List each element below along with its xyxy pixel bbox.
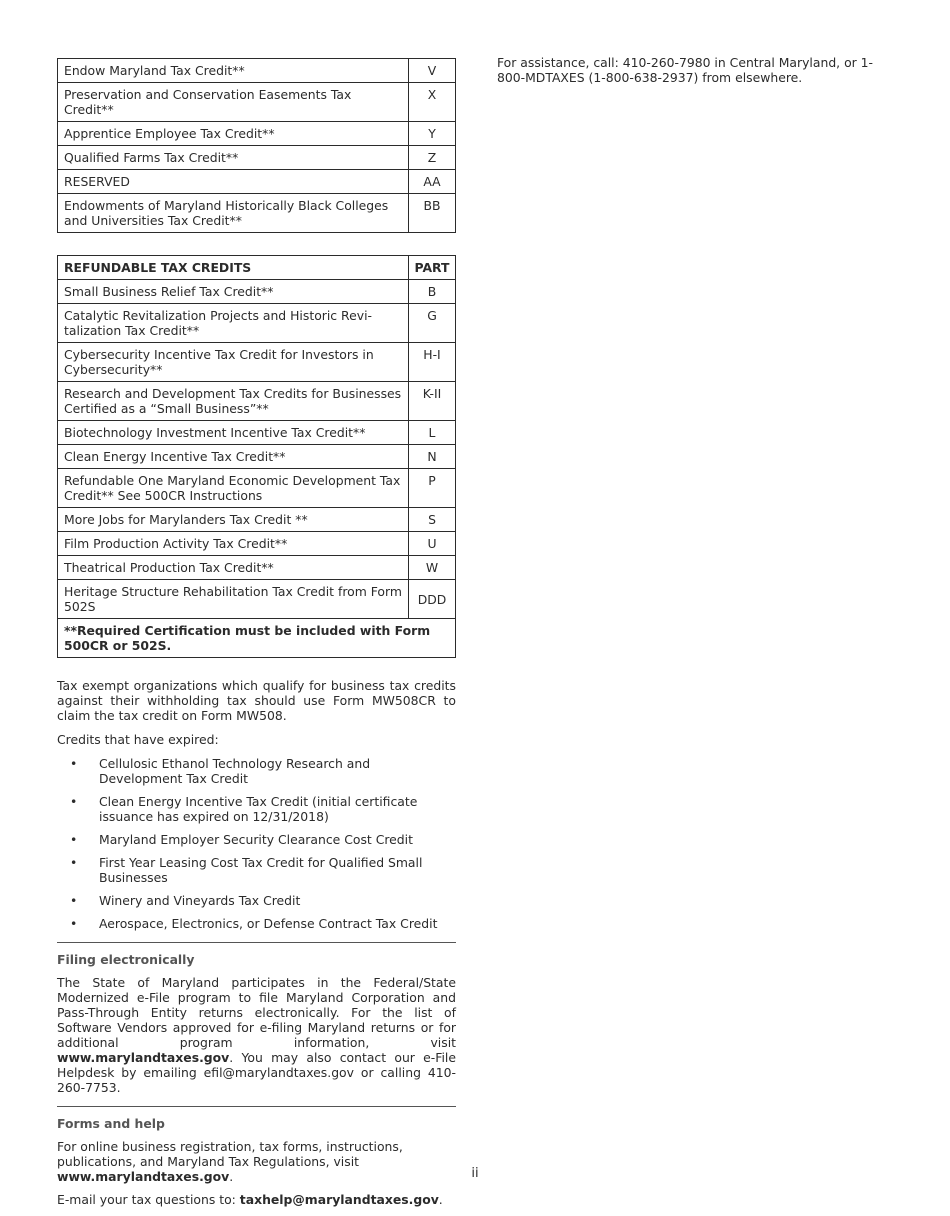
table-row	[58, 469, 456, 508]
forms-help-text-1: For online business registration, tax forms, instructions, publications, and Maryland Tax Regulations, visit	[57, 1139, 403, 1169]
list-item-text: First Year Leasing Cost Tax Credit for Qualified Small Businesses	[99, 855, 423, 885]
credits-table-continued	[57, 58, 456, 233]
forms-help-heading: Forms and help	[57, 1116, 165, 1131]
list-item-text: Aerospace, Electronics, or Defense Contract Tax Credit	[99, 916, 438, 931]
table-header-row	[58, 256, 456, 280]
credit-part: V	[409, 59, 456, 83]
list-item-text: Cellulosic Ethanol Technology Research and Development Tax Credit	[99, 756, 371, 786]
list-item	[57, 832, 456, 847]
table-row	[58, 508, 456, 532]
list-item-text: Maryland Employer Security Clearance Cost Credit	[99, 832, 413, 847]
table-row	[58, 146, 456, 170]
filing-text-1: The State of Maryland participates in the Federal/State Modernized e-File program to file Maryland Corporation and Pass-Through Entity returns electronically. For the list of Software Vendors approved for e-filing Maryland returns or for additional program information, visit	[57, 975, 456, 1050]
credit-part: P	[409, 469, 456, 508]
bullet-icon: •	[70, 855, 78, 870]
list-item-text: Winery and Vineyards Tax Credit	[99, 893, 301, 908]
email-paragraph	[57, 1192, 456, 1207]
credit-name: More Jobs for Marylanders Tax Credit **	[58, 508, 409, 532]
table-row	[58, 59, 456, 83]
list-item	[57, 794, 456, 824]
bullet-icon: •	[70, 893, 78, 908]
credit-part: AA	[409, 170, 456, 194]
refundable-header: REFUNDABLE TAX CREDITS	[58, 256, 409, 280]
email-link[interactable]: taxhelp@marylandtaxes.gov	[239, 1192, 439, 1207]
filing-link[interactable]: www.marylandtaxes.gov	[57, 1050, 230, 1065]
credit-name: Small Business Relief Tax Credit**	[58, 280, 409, 304]
table-row	[58, 382, 456, 421]
credit-name: Refundable One Maryland Economic Development Tax Credit** See 500CR Instructions	[58, 469, 409, 508]
table-row	[58, 421, 456, 445]
bullet-icon: •	[70, 916, 78, 931]
table-row	[58, 556, 456, 580]
expired-credits-list	[57, 756, 456, 931]
credit-name: Film Production Activity Tax Credit**	[58, 532, 409, 556]
table-row	[58, 304, 456, 343]
table-row	[58, 280, 456, 304]
table-row	[58, 122, 456, 146]
list-item	[57, 756, 456, 786]
credit-name: Preservation and Conservation Easements Tax Credit**	[58, 83, 409, 122]
expired-intro: Credits that have expired:	[57, 732, 219, 747]
certification-note: **Required Certification must be included with Form 500CR or 502S.	[58, 619, 456, 658]
table-row	[58, 445, 456, 469]
bullet-icon: •	[70, 756, 78, 771]
email-end: .	[438, 1192, 443, 1207]
credit-name: Theatrical Production Tax Credit**	[58, 556, 409, 580]
table-row	[58, 170, 456, 194]
filing-heading: Filing electronically	[57, 952, 195, 967]
filing-text-2: . You may also contact our e-File Helpdesk by emailing efil@marylandtaxes.gov or calling 410-260-7753.	[57, 1050, 456, 1095]
left-column	[57, 58, 456, 1207]
credit-part: Y	[409, 122, 456, 146]
credit-part: Z	[409, 146, 456, 170]
section-divider	[57, 942, 456, 943]
forms-help-text-2: .	[229, 1169, 234, 1184]
tax-exempt-paragraph: Tax exempt organizations which qualify for business tax credits against their withholding tax should use Form MW508CR to claim the tax credit on Form MW508.	[57, 678, 456, 723]
credit-name: Heritage Structure Rehabilitation Tax Credit from Form 502S	[58, 580, 409, 619]
credit-part: B	[409, 280, 456, 304]
email-label: E-mail your tax questions to:	[57, 1192, 240, 1207]
credit-name: Catalytic Revitalization Projects and Historic Revi-talization Tax Credit**	[58, 304, 409, 343]
credit-part: L	[409, 421, 456, 445]
list-item	[57, 855, 456, 885]
credit-part: S	[409, 508, 456, 532]
bullet-icon: •	[70, 832, 78, 847]
credit-part: G	[409, 304, 456, 343]
list-item-text: Clean Energy Incentive Tax Credit (initial certificate issuance has expired on 12/31/2018)	[99, 794, 418, 824]
bullet-icon: •	[70, 794, 78, 809]
forms-help-link[interactable]: www.marylandtaxes.gov	[57, 1169, 230, 1184]
table-row	[58, 580, 456, 619]
credit-part: K-II	[409, 382, 456, 421]
credit-name: RESERVED	[58, 170, 409, 194]
credit-part: W	[409, 556, 456, 580]
credit-name: Cybersecurity Incentive Tax Credit for Investors in Cybersecurity**	[58, 343, 409, 382]
credit-name: Clean Energy Incentive Tax Credit**	[58, 445, 409, 469]
credit-name: Endowments of Maryland Historically Black Colleges and Universities Tax Credit**	[58, 194, 409, 233]
credit-part: X	[409, 83, 456, 122]
credit-name: Biotechnology Investment Incentive Tax Credit**	[58, 421, 409, 445]
assistance-text: For assistance, call: 410-260-7980 in Central Maryland, or 1-800-MDTAXES (1-800-638-2937) from elsewhere.	[497, 55, 874, 85]
list-item	[57, 893, 456, 908]
credit-name: Endow Maryland Tax Credit**	[58, 59, 409, 83]
credit-part: N	[409, 445, 456, 469]
filing-paragraph	[57, 975, 456, 1095]
part-header: PART	[409, 256, 456, 280]
refundable-credits-table	[57, 255, 456, 658]
credit-part: BB	[409, 194, 456, 233]
table-row	[58, 532, 456, 556]
credit-name: Research and Development Tax Credits for Businesses Certified as a “Small Business”**	[58, 382, 409, 421]
table-note-row	[58, 619, 456, 658]
page-number: ii	[471, 1166, 479, 1181]
credit-part: U	[409, 532, 456, 556]
credit-name: Apprentice Employee Tax Credit**	[58, 122, 409, 146]
section-divider	[57, 1106, 456, 1107]
credit-part: DDD	[409, 580, 456, 619]
table-row	[58, 343, 456, 382]
right-column	[497, 55, 877, 85]
list-item	[57, 916, 456, 931]
table-row	[58, 83, 456, 122]
credit-name: Qualified Farms Tax Credit**	[58, 146, 409, 170]
table-row	[58, 194, 456, 233]
credit-part: H-I	[409, 343, 456, 382]
